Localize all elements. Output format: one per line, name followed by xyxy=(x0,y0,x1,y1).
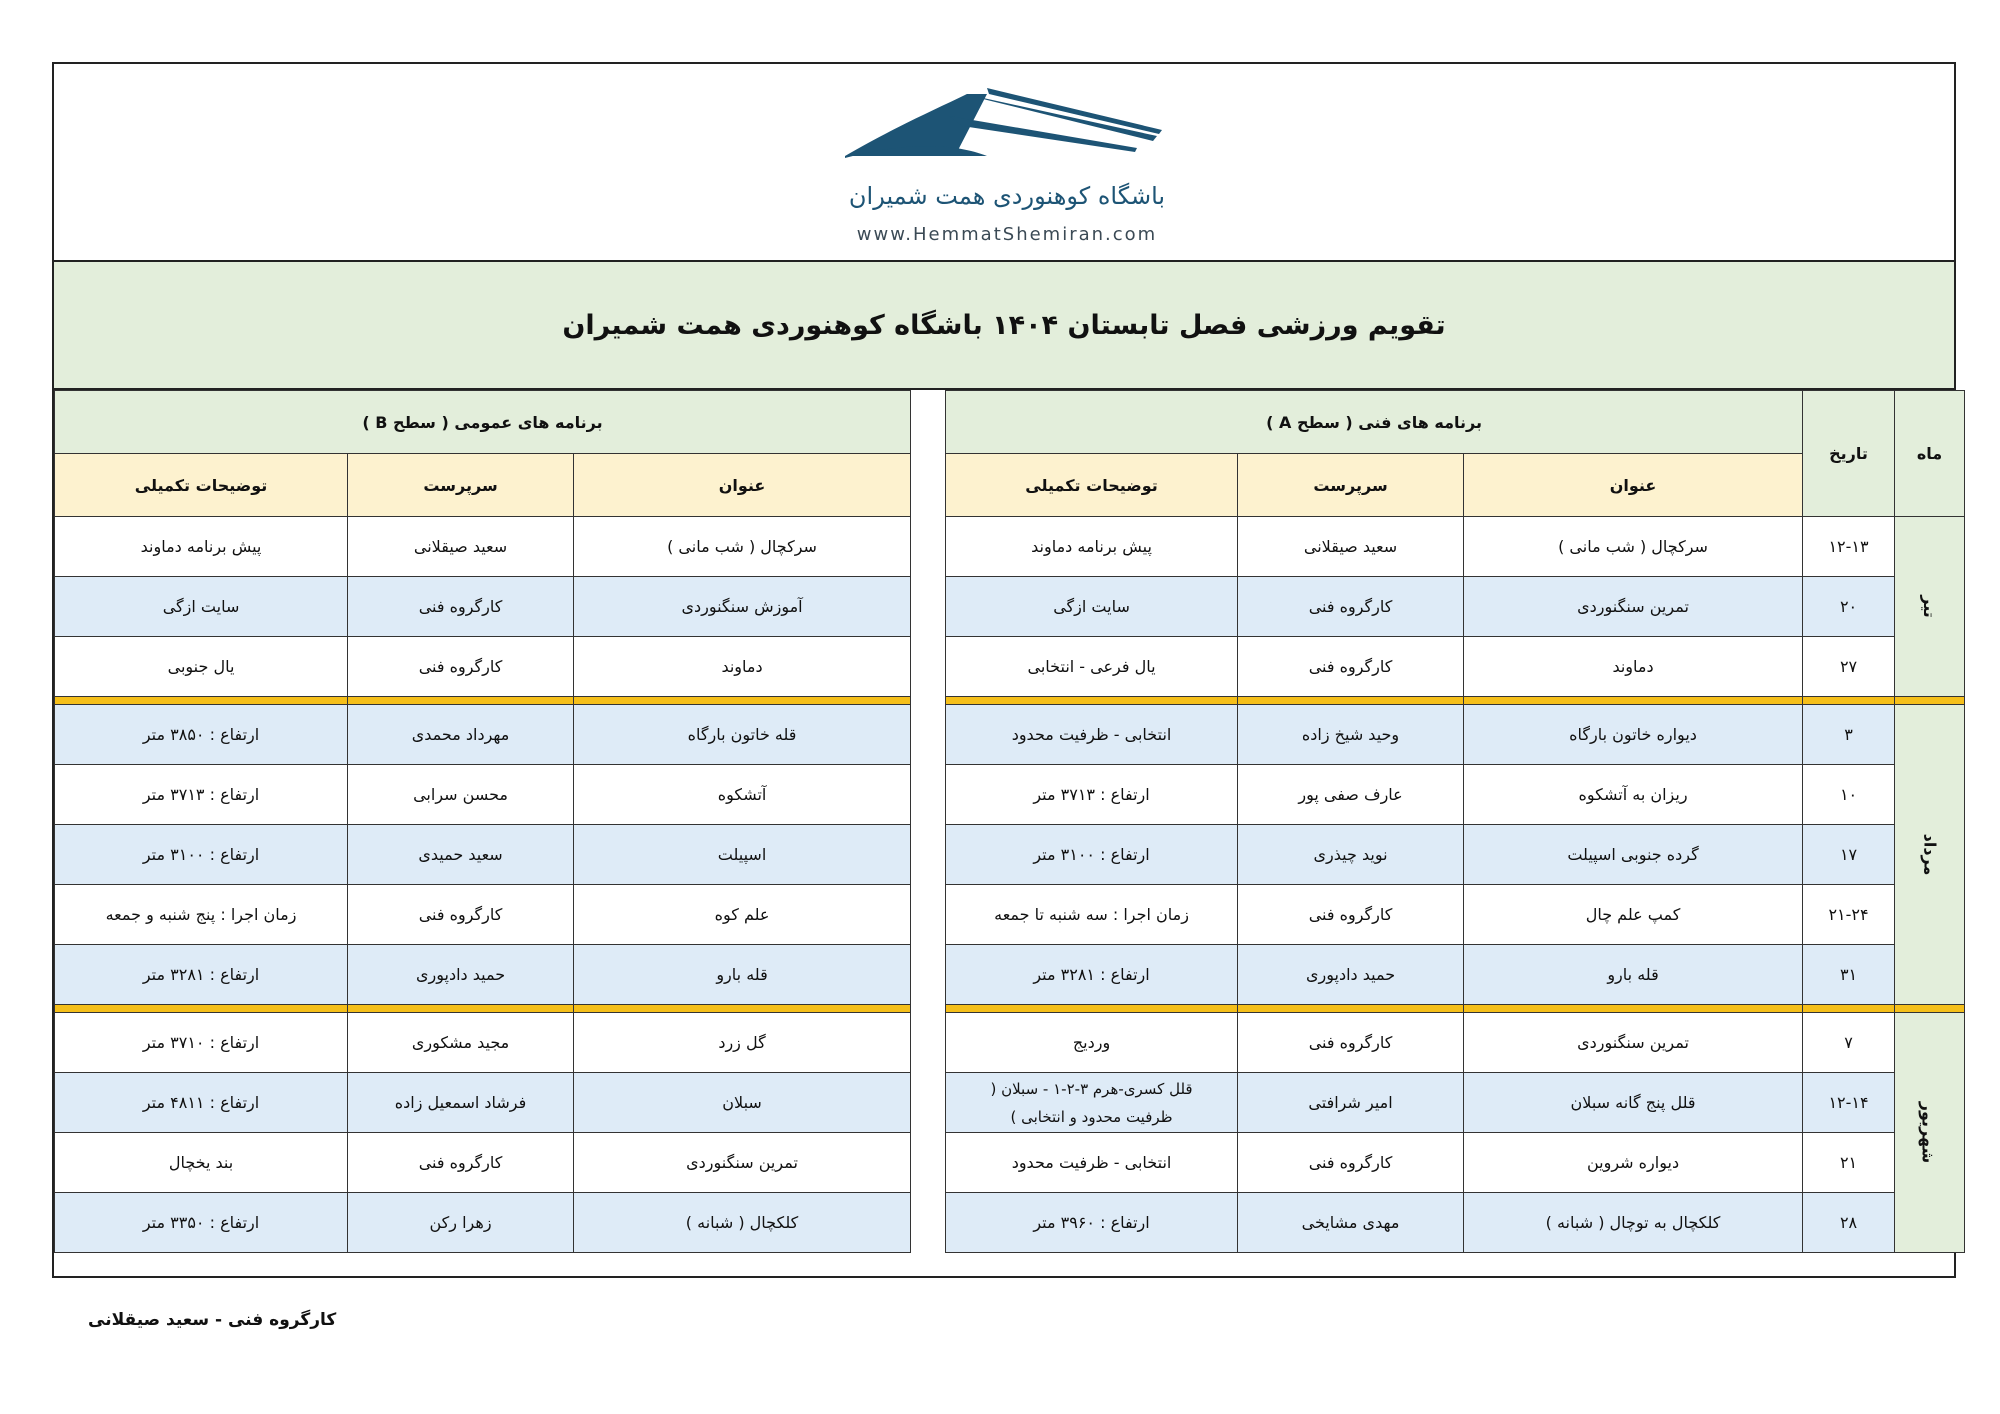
a-notes-cell: انتخابی - ظرفیت محدود xyxy=(946,1133,1238,1193)
a-notes-line: قلل کسری-هرم ۳-۲-۱ - سبلان ( xyxy=(990,1079,1193,1098)
a-title-cell: کمپ علم چال xyxy=(1464,885,1803,945)
table-row xyxy=(55,1013,1965,1073)
b-leader-cell: محسن سرابی xyxy=(348,765,574,825)
date-cell: ۲۷ xyxy=(1803,637,1895,697)
month-separator xyxy=(55,697,1965,705)
date-cell: ۲۰ xyxy=(1803,577,1895,637)
b-title-cell: آتشکوه xyxy=(574,765,911,825)
a-leader-cell: کارگروه فنی xyxy=(1238,1013,1464,1073)
b-title-cell: گل زرد xyxy=(574,1013,911,1073)
b-title-cell: اسپیلت xyxy=(574,825,911,885)
b-title-cell: سبلان xyxy=(574,1073,911,1133)
title-band xyxy=(54,262,1954,390)
a-title-header: عنوان xyxy=(1464,454,1803,517)
a-title-cell: قله بارو xyxy=(1464,945,1803,1005)
table-row xyxy=(55,945,1965,1005)
month-separator xyxy=(55,1005,1965,1013)
a-leader-cell: سعید صیقلانی xyxy=(1238,517,1464,577)
a-title-cell: دماوند xyxy=(1464,637,1803,697)
a-notes-cell: یال فرعی - انتخابی xyxy=(946,637,1238,697)
b-notes-cell: ارتفاع : ۳۲۸۱ متر xyxy=(55,945,348,1005)
b-title-cell: علم کوه xyxy=(574,885,911,945)
b-title-cell: قله خاتون بارگاه xyxy=(574,705,911,765)
b-title-cell: دماوند xyxy=(574,637,911,697)
b-title-cell: آموزش سنگنوردی xyxy=(574,577,911,637)
club-website: www.HemmatShemiran.com xyxy=(856,224,1158,245)
b-notes-cell: ارتفاع : ۳۳۵۰ متر xyxy=(55,1193,348,1253)
a-title-cell: گرده جنوبی اسپیلت xyxy=(1464,825,1803,885)
a-leader-cell: کارگروه فنی xyxy=(1238,637,1464,697)
date-cell: ۳ xyxy=(1803,705,1895,765)
a-leader-cell: وحید شیخ زاده xyxy=(1238,705,1464,765)
a-title-cell: ریزان به آتشکوه xyxy=(1464,765,1803,825)
b-notes-cell: ارتفاع : ۳۷۱۰ متر xyxy=(55,1013,348,1073)
b-notes-cell: ارتفاع : ۳۸۵۰ متر xyxy=(55,705,348,765)
table-row xyxy=(55,885,1965,945)
a-notes-cell: پیش برنامه دماوند xyxy=(946,517,1238,577)
a-notes-cell xyxy=(946,1073,1238,1133)
calendar-frame xyxy=(52,62,1956,1278)
a-title-cell: دیواره خاتون بارگاه xyxy=(1464,705,1803,765)
date-cell: ۱۲-۱۴ xyxy=(1803,1073,1895,1133)
a-leader-cell: کارگروه فنی xyxy=(1238,885,1464,945)
month-cell-mordad xyxy=(1895,705,1965,1005)
a-notes-cell: ارتفاع : ۳۷۱۳ متر xyxy=(946,765,1238,825)
month-label: تیر xyxy=(1920,595,1940,618)
a-title-cell: قلل پنج گانه سبلان xyxy=(1464,1073,1803,1133)
b-notes-cell: بند یخچال xyxy=(55,1133,348,1193)
b-title-cell: سرکچال ( شب مانی ) xyxy=(574,517,911,577)
table-row xyxy=(55,825,1965,885)
b-notes-cell: زمان اجرا : پنج شنبه و جمعه xyxy=(55,885,348,945)
footer-credit: کارگروه فنی - سعید صیقلانی xyxy=(88,1310,337,1330)
b-leader-cell: زهرا رکن xyxy=(348,1193,574,1253)
table-row xyxy=(55,637,1965,697)
a-leader-cell: عارف صفی پور xyxy=(1238,765,1464,825)
b-notes-cell: ارتفاع : ۴۸۱۱ متر xyxy=(55,1073,348,1133)
date-cell: ۳۱ xyxy=(1803,945,1895,1005)
a-leader-cell: کارگروه فنی xyxy=(1238,577,1464,637)
section-header-row xyxy=(55,391,1965,454)
table-row xyxy=(55,705,1965,765)
a-notes-cell: سایت ازگی xyxy=(946,577,1238,637)
column-gap xyxy=(911,391,946,1253)
b-leader-cell: مهرداد محمدی xyxy=(348,705,574,765)
b-title-cell: قله بارو xyxy=(574,945,911,1005)
b-leader-cell: فرشاد اسمعیل زاده xyxy=(348,1073,574,1133)
a-leader-cell: مهدی مشایخی xyxy=(1238,1193,1464,1253)
a-notes-cell: وردیج xyxy=(946,1013,1238,1073)
b-leader-cell: سعید صیقلانی xyxy=(348,517,574,577)
a-notes-cell: ارتفاع : ۳۱۰۰ متر xyxy=(946,825,1238,885)
column-header-row xyxy=(55,454,1965,517)
b-title-cell: کلکچال ( شبانه ) xyxy=(574,1193,911,1253)
a-leader-cell: حمید دادپوری xyxy=(1238,945,1464,1005)
b-notes-cell: یال جنوبی xyxy=(55,637,348,697)
a-title-cell: کلکچال به توچال ( شبانه ) xyxy=(1464,1193,1803,1253)
club-name: باشگاه کوهنوردی همت شمیران xyxy=(848,182,1166,210)
b-notes-cell: ارتفاع : ۳۷۱۳ متر xyxy=(55,765,348,825)
section-b-header: برنامه های عمومی ( سطح B ) xyxy=(55,391,911,454)
date-cell: ۲۸ xyxy=(1803,1193,1895,1253)
schedule-table xyxy=(54,390,1965,1253)
b-title-header: عنوان xyxy=(574,454,911,517)
a-title-cell: سرکچال ( شب مانی ) xyxy=(1464,517,1803,577)
a-notes-cell: زمان اجرا : سه شنبه تا جمعه xyxy=(946,885,1238,945)
a-title-cell: دیواره شروین xyxy=(1464,1133,1803,1193)
page-title: تقویم ورزشی فصل تابستان ۱۴۰۴ باشگاه کوهنوردی همت شمیران xyxy=(562,309,1446,341)
section-a-header: برنامه های فنی ( سطح A ) xyxy=(946,391,1803,454)
header-band xyxy=(54,64,1954,262)
month-header: ماه xyxy=(1895,391,1965,517)
b-title-cell: تمرین سنگنوردی xyxy=(574,1133,911,1193)
table-row xyxy=(55,1133,1965,1193)
a-notes-cell: انتخابی - ظرفیت محدود xyxy=(946,705,1238,765)
b-notes-cell: سایت ازگی xyxy=(55,577,348,637)
b-leader-cell: سعید حمیدی xyxy=(348,825,574,885)
club-logo xyxy=(837,86,1207,246)
table-row xyxy=(55,1193,1965,1253)
a-notes-line: ظرفیت محدود و انتخابی ) xyxy=(1010,1107,1173,1126)
b-notes-cell: پیش برنامه دماوند xyxy=(55,517,348,577)
date-header: تاریخ xyxy=(1803,391,1895,517)
date-cell: ۲۱ xyxy=(1803,1133,1895,1193)
date-cell: ۲۱-۲۴ xyxy=(1803,885,1895,945)
table-row xyxy=(55,517,1965,577)
a-notes-cell: ارتفاع : ۳۹۶۰ متر xyxy=(946,1193,1238,1253)
month-cell-shahrivar xyxy=(1895,1013,1965,1253)
date-cell: ۱۷ xyxy=(1803,825,1895,885)
month-label: مرداد xyxy=(1920,833,1940,876)
table-row xyxy=(55,577,1965,637)
mountain-logo-icon xyxy=(837,86,1177,186)
month-cell-tir xyxy=(1895,517,1965,697)
b-notes-cell: ارتفاع : ۳۱۰۰ متر xyxy=(55,825,348,885)
b-leader-cell: مجید مشکوری xyxy=(348,1013,574,1073)
b-leader-cell: کارگروه فنی xyxy=(348,637,574,697)
b-leader-cell: کارگروه فنی xyxy=(348,1133,574,1193)
a-leader-cell: امیر شرافتی xyxy=(1238,1073,1464,1133)
a-leader-cell: کارگروه فنی xyxy=(1238,1133,1464,1193)
date-cell: ۱۰ xyxy=(1803,765,1895,825)
date-cell: ۱۲-۱۳ xyxy=(1803,517,1895,577)
b-notes-header: توضیحات تکمیلی xyxy=(55,454,348,517)
b-leader-cell: حمید دادپوری xyxy=(348,945,574,1005)
b-leader-cell: کارگروه فنی xyxy=(348,885,574,945)
table-row xyxy=(55,1073,1965,1133)
a-title-cell: تمرین سنگنوردی xyxy=(1464,577,1803,637)
b-leader-header: سرپرست xyxy=(348,454,574,517)
table-row xyxy=(55,765,1965,825)
a-title-cell: تمرین سنگنوردی xyxy=(1464,1013,1803,1073)
month-label: شهریور xyxy=(1917,1101,1937,1164)
date-cell: ۷ xyxy=(1803,1013,1895,1073)
b-leader-cell: کارگروه فنی xyxy=(348,577,574,637)
a-leader-cell: نوید چیذری xyxy=(1238,825,1464,885)
a-notes-header: توضیحات تکمیلی xyxy=(946,454,1238,517)
a-notes-cell: ارتفاع : ۳۲۸۱ متر xyxy=(946,945,1238,1005)
a-leader-header: سرپرست xyxy=(1238,454,1464,517)
